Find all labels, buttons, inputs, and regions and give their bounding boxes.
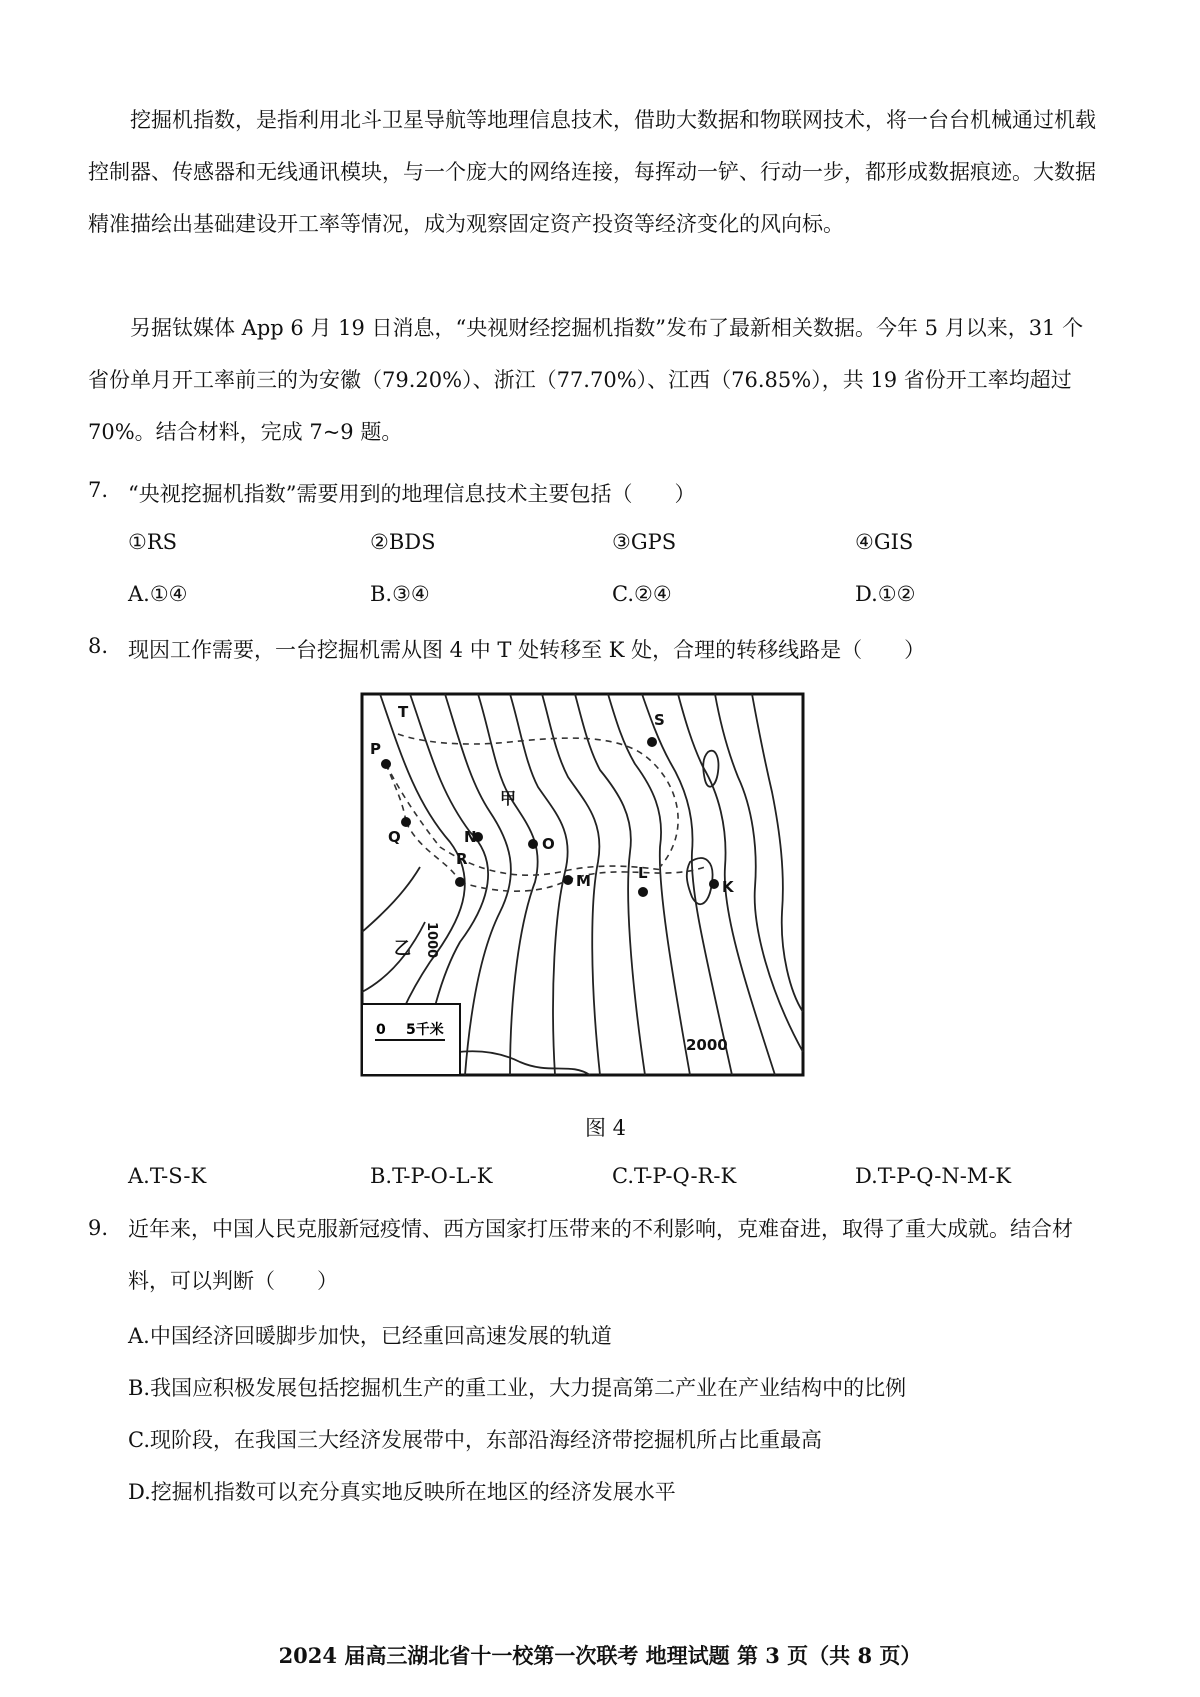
- label-yi: 乙: [394, 939, 411, 959]
- option-a[interactable]: A.中国经济回暖脚步加快，已经重回高速发展的轨道: [128, 1324, 612, 1348]
- question-stem: 现因工作需要，一台挖掘机需从图 4 中 T 处转移至 K 处，合理的转移线路是（ ）: [128, 638, 926, 662]
- option-a[interactable]: A.T-S-K: [128, 1164, 207, 1188]
- contour-label-2000: 2000: [686, 1036, 728, 1054]
- item-1: ①RS: [128, 530, 178, 554]
- point-o-marker: [528, 839, 538, 849]
- label-r: R: [456, 850, 468, 868]
- question-stem: 近年来，中国人民克服新冠疫情、西方国家打压带来的不利影响，克难奋进，取得了重大成就。结合材料，可以判断（ ）: [128, 1217, 1073, 1293]
- option-c[interactable]: C.②④: [612, 582, 672, 606]
- intro-paragraph-2: 另据钛媒体 App 6 月 19 日消息，“央视财经挖掘机指数”发布了最新相关数据。今年 5 月以来，31 个省份单月开工率前三的为安徽（79.20%）、浙江（77.70%）、江西（76.85%），共 19 省份开工率均超过 70%。结合材料，完成 7~9 题。: [88, 316, 1084, 444]
- point-r-marker: [455, 877, 465, 887]
- contour-map-figure: [360, 692, 805, 1077]
- label-o: O: [542, 835, 555, 853]
- page-footer: 2024 届高三湖北省十一校第一次联考 地理试题 第 3 页（共 8 页）: [278, 1643, 922, 1668]
- label-s: S: [654, 711, 665, 729]
- point-q-marker: [401, 817, 411, 827]
- point-k-marker: [709, 879, 719, 889]
- item-3: ③GPS: [612, 530, 677, 554]
- question-number: 9.: [88, 1216, 109, 1240]
- option-d[interactable]: D.挖掘机指数可以充分真实地反映所在地区的经济发展水平: [128, 1480, 676, 1504]
- point-s-marker: [647, 737, 657, 747]
- option-d[interactable]: D.①②: [855, 582, 916, 606]
- label-k: K: [722, 878, 734, 896]
- scale-five-km: 5千米: [406, 1022, 444, 1038]
- point-p-marker: [381, 759, 391, 769]
- item-2: ②BDS: [370, 530, 436, 554]
- label-p: P: [370, 740, 381, 758]
- option-b[interactable]: B.我国应积极发展包括挖掘机生产的重工业，大力提高第二产业在产业结构中的比例: [128, 1376, 907, 1400]
- option-b[interactable]: B.③④: [370, 582, 430, 606]
- intro-paragraph-1: 挖掘机指数，是指利用北斗卫星导航等地理信息技术，借助大数据和物联网技术，将一台台机械通过机载控制器、传感器和无线通讯模块，与一个庞大的网络连接，每挥动一铲、行动一步，都形成数据痕迹。大数据精准描绘出基础建设开工率等情况，成为观察固定资产投资等经济变化的风向标。: [88, 108, 1096, 236]
- label-t: T: [398, 703, 409, 721]
- option-a[interactable]: A.①④: [128, 582, 188, 606]
- label-n: N: [464, 828, 477, 846]
- label-jia: 甲: [500, 789, 517, 808]
- question-number: 7.: [88, 478, 109, 502]
- question-stem: “央视挖掘机指数”需要用到的地理信息技术主要包括（ ）: [128, 482, 696, 506]
- option-c[interactable]: C.现阶段，在我国三大经济发展带中，东部沿海经济带挖掘机所占比重最高: [128, 1428, 822, 1452]
- scale-zero: 0: [376, 1022, 386, 1038]
- item-4: ④GIS: [855, 530, 914, 554]
- option-c[interactable]: C.T-P-Q-R-K: [612, 1164, 737, 1188]
- question-number: 8.: [88, 634, 109, 658]
- label-m: M: [576, 872, 591, 890]
- scale-bar: [362, 1004, 460, 1075]
- label-l: L: [638, 864, 648, 882]
- contour-label-1000: 1000: [424, 922, 439, 959]
- point-l-marker: [638, 887, 648, 897]
- option-d[interactable]: D.T-P-Q-N-M-K: [855, 1164, 1012, 1188]
- figure-caption: 图 4: [585, 1116, 627, 1140]
- label-q: Q: [388, 828, 401, 846]
- option-b[interactable]: B.T-P-O-L-K: [370, 1164, 493, 1188]
- point-m-marker: [563, 875, 573, 885]
